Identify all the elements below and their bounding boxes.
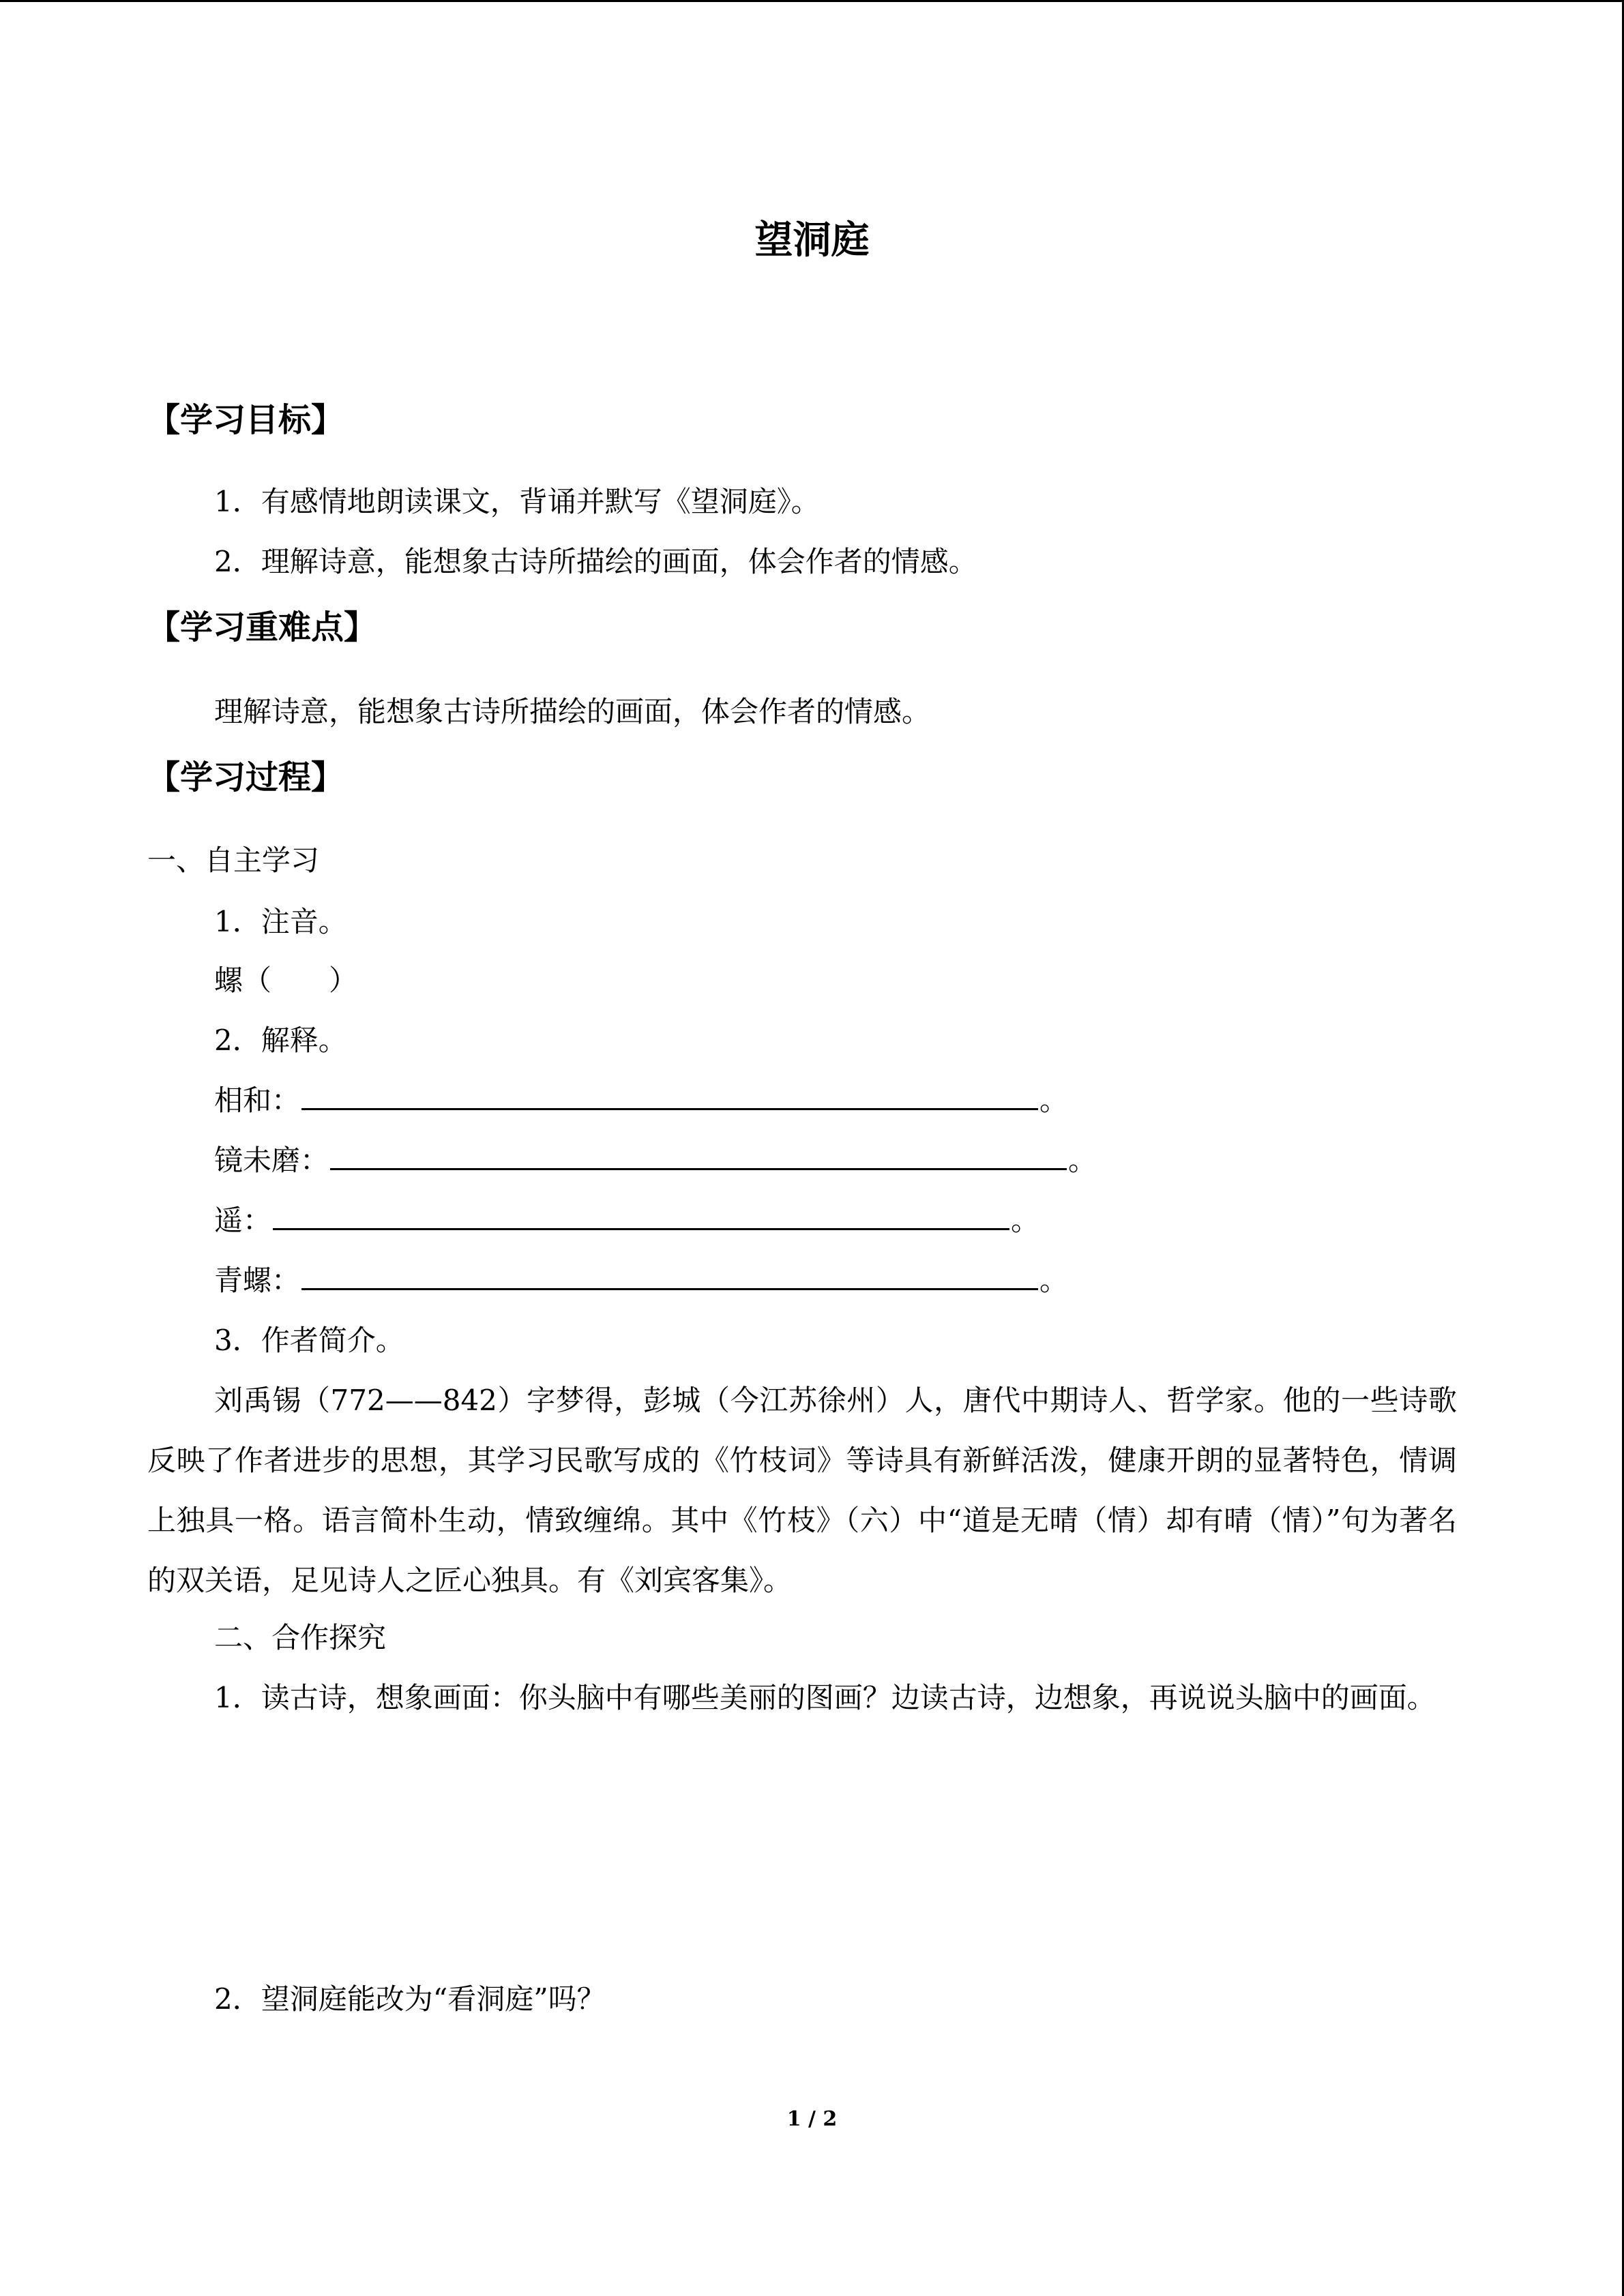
phonetic-item: 螺（ ） (214, 964, 358, 997)
term-label: 青螺： (214, 1264, 301, 1297)
question-author: 3．作者简介。 (214, 1324, 404, 1357)
answer-blank[interactable] (301, 1075, 1038, 1110)
goal-item-1: 1．有感情地朗读课文，背诵并默写《望洞庭》。 (214, 485, 820, 518)
part1-title: 一、自主学习 (147, 844, 320, 877)
term-row-jingweimo (214, 1133, 1097, 1188)
term-row-xianghe (214, 1073, 1068, 1128)
key-points-text: 理解诗意，能想象古诗所描绘的画面，体会作者的情感。 (214, 695, 931, 728)
term-end: 。 (1039, 1084, 1069, 1117)
answer-blank[interactable] (330, 1135, 1067, 1170)
goal-item-2: 2．理解诗意，能想象古诗所描绘的画面，体会作者的情感。 (214, 545, 977, 578)
author-intro-paragraph: 刘禹锡（772——842）字梦得，彭城（今江苏徐州）人，唐代中期诗人、哲学家。他的一些诗歌反映了作者进步的思想，其学习民歌写成的《竹枝词》等诗具有新鲜活泼，健康开朗的显著特色，情调上独具一格。语言简朴生动，情致缠绵。其中《竹枝》（六）中“道是无晴（情）却有晴（情）”句为著名的双关语，足见诗人之匠心独具。有《刘宾客集》。 (147, 1384, 1457, 1597)
term-label: 遥： (214, 1204, 272, 1237)
term-row-yao (214, 1193, 1039, 1248)
term-label: 镜未磨： (214, 1144, 329, 1177)
term-end: 。 (1068, 1144, 1097, 1177)
document-title: 望洞庭 (754, 218, 870, 263)
term-label: 相和： (214, 1084, 301, 1117)
cooperative-question-1: 1．读古诗，想象画面：你头脑中有哪些美丽的图画？边读古诗，边想象，再说说头脑中的画面。 (214, 1681, 1436, 1714)
page-number: 1 / 2 (786, 2107, 838, 2131)
question-phonetic: 1．注音。 (214, 905, 347, 938)
section-heading-process: 【学习过程】 (147, 758, 344, 796)
section-heading-goals: 【学习目标】 (147, 401, 344, 439)
term-row-qingluo (214, 1253, 1068, 1308)
page-border-top (0, 0, 1624, 2)
answer-blank[interactable] (273, 1195, 1009, 1230)
term-end: 。 (1039, 1264, 1069, 1297)
cooperative-question-2: 2．望洞庭能改为“看洞庭”吗？ (214, 1982, 606, 2016)
section-heading-key-points: 【学习重难点】 (147, 608, 377, 646)
question-explain: 2．解释。 (214, 1024, 347, 1057)
answer-blank[interactable] (301, 1255, 1038, 1290)
part2-title: 二、合作探究 (214, 1621, 387, 1654)
term-end: 。 (1011, 1204, 1040, 1237)
